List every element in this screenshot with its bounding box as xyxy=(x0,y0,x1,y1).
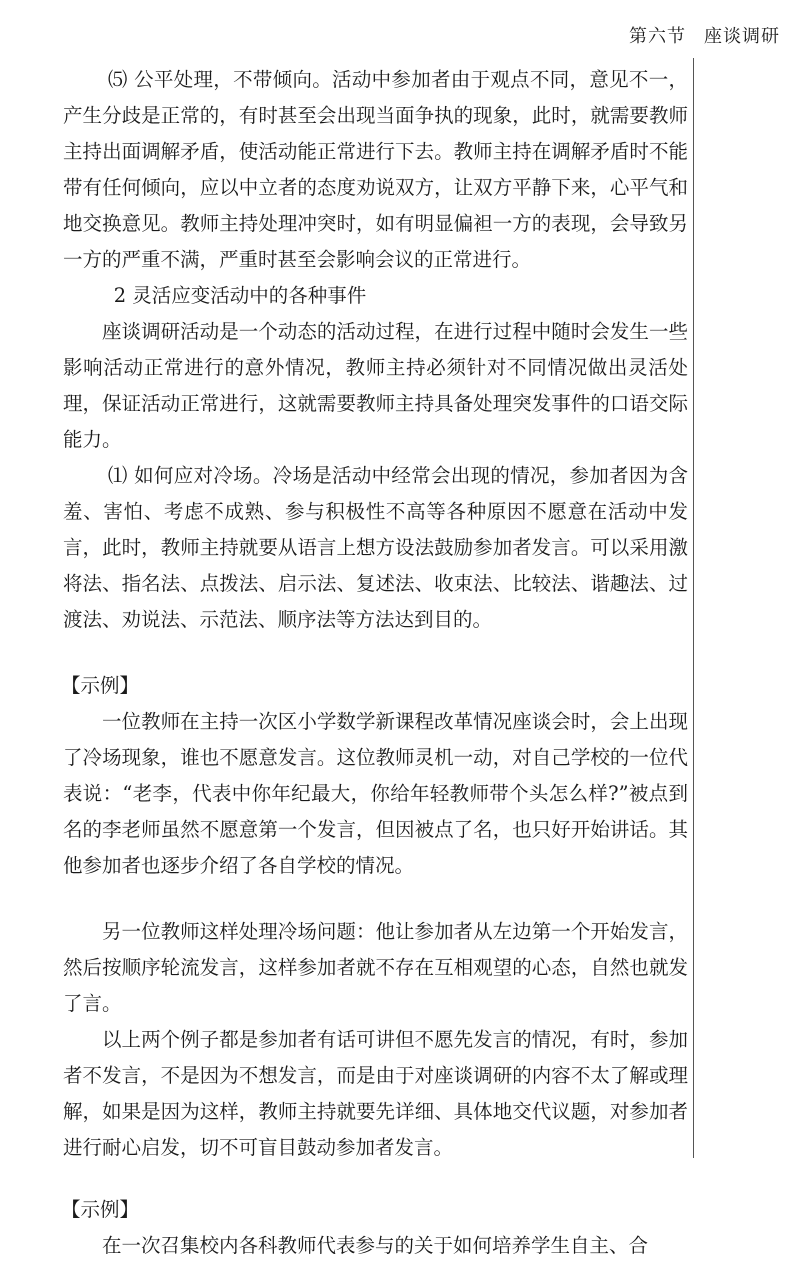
example-label-2: 【示例】 xyxy=(61,1198,140,1221)
margin-rule xyxy=(693,58,694,1158)
page-body xyxy=(63,62,688,1264)
example-label-1: 【示例】 xyxy=(61,674,140,697)
paragraph-example-3: 在一次召集校内各科教师代表参与的关于如何培养学生自主、合 xyxy=(102,1234,649,1257)
paragraph-fair-handling: ⑸ 公平处理，不带倾向。活动中参加者由于观点不同，意见不一，产生分歧是正常的，有时甚至会出现当面争执的现象，此时，就需要教师主持出面调解矛盾，使活动能正常进行下去。教师主持在调解矛盾时不能带有任何倾向，应以中立者的态度劝说双方，让双方平静下来，心平气和地交换意见。教师主持处理冲突时，如有明显偏袒一方的表现，会导致另一方的严重不满，严重时甚至会影响会议的正常进行。 xyxy=(63,68,688,271)
subheading-flexible-response: 2 灵活应变活动中的各种事件 xyxy=(113,284,367,307)
running-header xyxy=(629,22,780,48)
paragraph-cold-scene: ⑴ 如何应对冷场。冷场是活动中经常会出现的情况，参加者因为含羞、害怕、考虑不成熟、参与积极性不高等各种原因不愿意在活动中发言，此时，教师主持就要从语言上想方设法鼓励参加者发言。可以采用激将法、指名法、点拨法、启示法、复述法、收束法、比较法、谐趣法、过渡法、劝说法、示范法、顺序法等方法达到目的。 xyxy=(63,464,688,631)
paragraph-example-2: 另一位教师这样处理冷场问题：他让参加者从左边第一个开始发言，然后按顺序轮流发言，这样参加者就不存在互相观望的心态，自然也就发了言。 xyxy=(63,920,688,1015)
header-section: 第六节 xyxy=(629,26,686,47)
paragraph-dynamic-process: 座谈调研活动是一个动态的活动过程，在进行过程中随时会发生一些影响活动正常进行的意外情况，教师主持必须针对不同情况做出灵活处理，保证活动正常进行，这就需要教师主持具备处理突发事件的口语交际能力。 xyxy=(63,320,688,451)
paragraph-summary: 以上两个例子都是参加者有话可讲但不愿先发言的情况，有时，参加者不发言，不是因为不想发言，而是由于对座谈调研的内容不太了解或理解，如果是因为这样，教师主持就要先详细、具体地交代议题，对参加者进行耐心启发，切不可盲目鼓动参加者发言。 xyxy=(63,1028,688,1159)
header-title: 座谈调研 xyxy=(704,26,780,47)
paragraph-example-1: 一位教师在主持一次区小学数学新课程改革情况座谈会时，会上出现了冷场现象，谁也不愿意发言。这位教师灵机一动，对自己学校的一位代表说：“老李，代表中你年纪最大，你给年轻教师带个头怎么样?”被点到名的李老师虽然不愿意第一个发言，但因被点了名，也只好开始讲话。其他参加者也逐步介绍了各自学校的情况。 xyxy=(63,710,688,877)
